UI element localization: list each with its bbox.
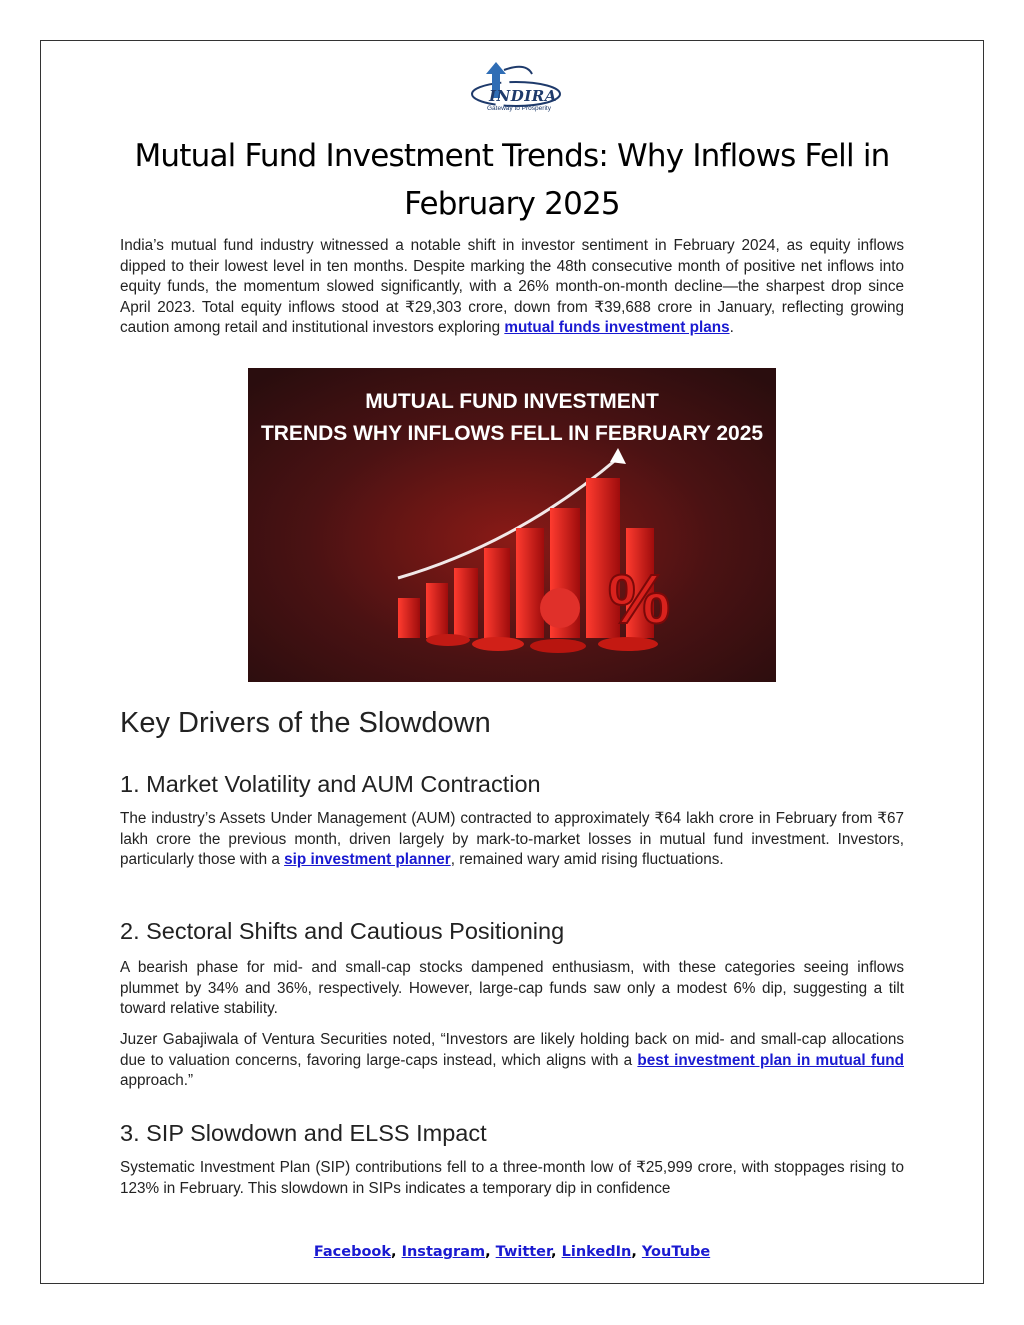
linkedin-link[interactable]: LinkedIn: [561, 1244, 632, 1260]
section-heading-3: 3. SIP Slowdown and ELSS Impact: [120, 1120, 487, 1146]
hero-line-1: MUTUAL FUND INVESTMENT: [365, 390, 659, 413]
social-footer: Facebook, Instagram, Twitter, LinkedIn, YouTube: [313, 1244, 711, 1260]
section-heading-key-drivers: Key Drivers of the Slowdown: [120, 707, 491, 739]
section-2-paragraph-1: A bearish phase for mid- and small-cap stocks dampened enthusiasm, with these categories seeing inflows plummet by 34% and 36%, respectively. However, large-cap funds saw only a modest 6% dip, suggesting a tilt toward relative stability.: [120, 959, 904, 1017]
section-3-paragraph: Systematic Investment Plan (SIP) contributions fell to a three-month low of ₹25,999 crore, with stoppages rising to 123% in February. This slowdown in SIPs indicates a temporary dip in confidence: [120, 1159, 904, 1197]
youtube-link[interactable]: YouTube: [641, 1244, 711, 1260]
logo-brand: INDIRA: [489, 87, 557, 105]
section-1-paragraph: The industry’s Assets Under Management (AUM) contracted to approximately ₹64 lakh crore in February from ₹67 lakh crore the previous month, driven largely by mark-to-market losses in mutual fund investment. Investors, particularly those with a sip investment planner, remained wary amid rising fluctuations.: [120, 810, 904, 868]
instagram-link[interactable]: Instagram: [401, 1244, 486, 1260]
page-title: Mutual Fund Investment Trends: Why Inflows Fell in February 2025: [134, 138, 890, 222]
hero-line-2: TRENDS WHY INFLOWS FELL IN FEBRUARY 2025: [260, 422, 764, 445]
intro-paragraph: India’s mutual fund industry witnessed a notable shift in investor sentiment in February 2024, as equity inflows dipped to their lowest level in ten months. Despite marking the 48th consecutive month of positive net inflows into equity funds, the momentum slowed significantly, with a 26% month-on-month decline—the sharpest drop since April 2023. Total equity inflows stood at ₹29,303 crore, down from ₹39,688 crore in January, reflecting growing caution among retail and institutional investors exploring mutual funds investment plans.: [120, 237, 904, 336]
best-investment-plan-link[interactable]: best investment plan in mutual fund: [637, 1051, 904, 1069]
section-heading-1: 1. Market Volatility and AUM Contraction: [120, 771, 541, 797]
twitter-link[interactable]: Twitter: [495, 1244, 552, 1260]
hero-percent-icon: %: [608, 560, 671, 638]
section-2-paragraph-2: Juzer Gabajiwala of Ventura Securities noted, “Investors are likely holding back on mid- and small-cap allocations due to valuation concerns, favoring large-caps instead, which aligns with a best investment plan in mutual fund approach.”: [120, 1031, 904, 1089]
facebook-link[interactable]: Facebook: [313, 1244, 392, 1260]
mutual-funds-link[interactable]: mutual funds investment plans: [504, 319, 730, 336]
section-heading-2: 2. Sectoral Shifts and Cautious Positioning: [120, 918, 565, 944]
sip-planner-link[interactable]: sip investment planner: [284, 851, 451, 868]
logo-tagline: Gateway to Prosperity: [487, 105, 551, 112]
hero-image: [248, 368, 776, 682]
